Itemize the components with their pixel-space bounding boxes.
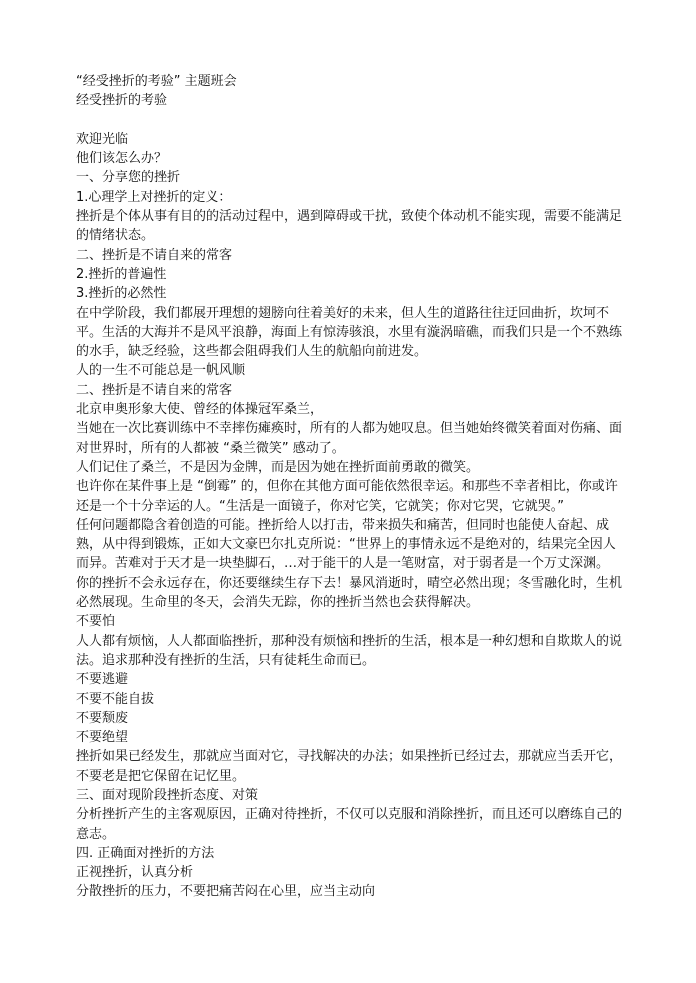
text-line: 2.挫折的普遍性 <box>76 266 167 282</box>
blank-line <box>76 111 624 130</box>
document-body <box>76 72 624 902</box>
text-line: 不要逃避 <box>76 672 129 688</box>
section-heading: 一、分享您的挫折 <box>76 170 181 186</box>
document-title-quoted: “经受挫折的考验” 主题班会 <box>76 74 237 89</box>
text-line: 1.心理学上对挫折的定义： <box>76 189 232 205</box>
text-line: 欢迎光临 <box>76 131 129 147</box>
paragraph: 也许你在某件事上是 “倒霉” 的，但你在其他方面可能依然很幸运。和那些不幸者相比，你或许还是一个十分幸运的人。“生活是一面镜子，你对它笑，它就笑；你对它哭，它就哭。” <box>76 479 618 514</box>
text-line: 正视挫折，认真分析 <box>76 865 194 881</box>
section-heading: 二、挫折是不请自来的常客 <box>76 382 233 398</box>
text-line: 3.挫折的必然性 <box>76 286 167 302</box>
text-line: 分散挫折的压力，不要把痛苦闷在心里，应当主动向 <box>76 884 376 900</box>
section-heading: 三、面对现阶段挫折态度、对策 <box>76 787 259 803</box>
paragraph: 挫折是个体从事有目的的活动过程中，遇到障碍或干扰，致使个体动机不能实现，需要不能满足的情绪状态。 <box>76 209 623 244</box>
text-line: 人们记住了桑兰，不是因为金牌，而是因为她在挫折面前勇敢的微笑。 <box>76 459 480 475</box>
text-line: 不要颓废 <box>76 710 129 726</box>
text-line: 他们该怎么办？ <box>76 151 168 167</box>
text-line: 北京申奥形象大使、曾经的体操冠军桑兰， <box>76 402 324 418</box>
paragraph: 人人都有烦恼，人人都面临挫折，那种没有烦恼和挫折的生活，根本是一种幻想和自欺欺人的说法。追求那种没有挫折的生活，只有徒耗生命而已。 <box>76 633 623 668</box>
document-subtitle: 经受挫折的考验 <box>76 93 168 109</box>
paragraph: 挫折如果已经发生，那就应当面对它，寻找解决的办法；如果挫折已经过去，那就应当丢开它，不要老是把它保留在记忆里。 <box>76 749 623 784</box>
paragraph: 任何问题都隐含着创造的可能。挫折给人以打击，带来损失和痛苦，但同时也能使人奋起、成熟，从中得到锻炼，正如大文豪巴尔扎克所说：“世界上的事情永远不是绝对的，结果完全因人而异。苦难对于天才是一块垫脚石，…对于能干的人是一笔财富，对于弱者是一个万丈深渊。 <box>76 517 616 572</box>
text-line: 不要不能自拔 <box>76 691 155 707</box>
paragraph: 你的挫折不会永远存在，你还要继续生存下去！暴风消逝时，晴空必然出现；冬雪融化时，生机必然展现。生命里的冬天，会消失无踪，你的挫折当然也会获得解决。 <box>76 575 623 611</box>
paragraph: 当她在一次比赛训练中不幸摔伤瘫痪时，所有的人都为她叹息。但当她始终微笑着面对伤痛、面对世界时，所有的人都被 “桑兰微笑” 感动了。 <box>76 421 623 456</box>
text-line: 不要怕 <box>76 614 116 630</box>
section-heading: 四. 正确面对挫折的方法 <box>76 845 215 861</box>
section-heading: 二、挫折是不请自来的常客 <box>76 247 233 263</box>
paragraph: 在中学阶段，我们都展开理想的翅膀向往着美好的未来，但人生的道路往往迂回曲折，坎坷不平。生活的大海并不是风平浪静，海面上有惊涛骇浪，水里有漩涡暗礁，而我们只是一个不熟练的水手，缺乏经验，这些都会阻碍我们人生的航船向前进发。 <box>76 305 623 360</box>
text-line: 人的一生不可能总是一帆风顺 <box>76 363 246 379</box>
paragraph: 分析挫折产生的主客观原因，正确对待挫折，不仅可以克服和消除挫折，而且还可以磨练自己的意志。 <box>76 807 623 842</box>
text-line: 不要绝望 <box>76 730 129 746</box>
